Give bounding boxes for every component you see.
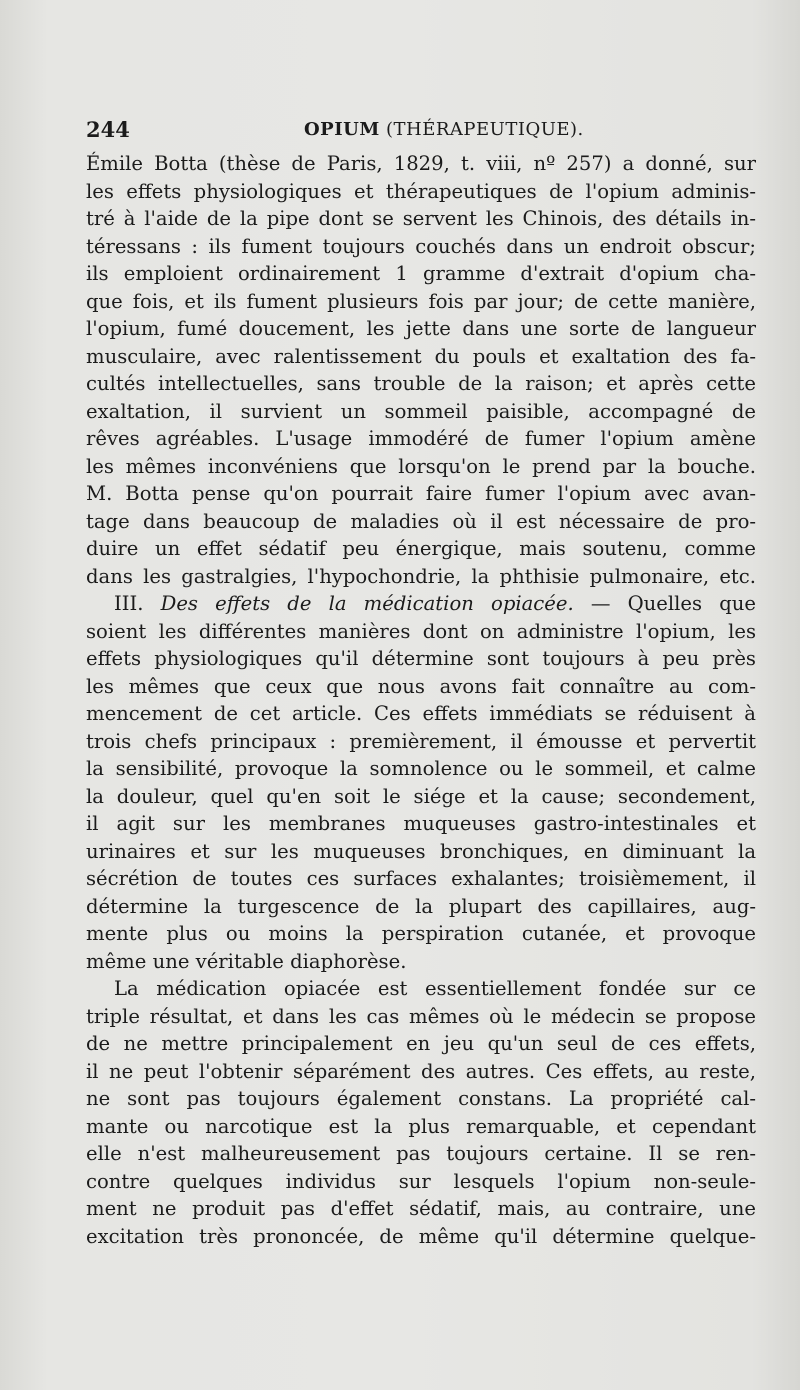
running-title-main: OPIUM — [304, 119, 380, 140]
text-line: triple résultat, et dans les cas mêmes où le médecin se propose — [86, 1004, 756, 1028]
section-title: Des effets de la médication opiacée. — [160, 592, 574, 615]
section-numeral: III. — [114, 592, 144, 615]
text-line: même une véritable diaphorèse. — [86, 949, 407, 973]
page-number: 244 — [86, 117, 130, 142]
text-line: mencement de cet article. Ces effets immédiats se réduisent à — [86, 702, 756, 725]
page-header — [86, 117, 756, 147]
section-heading-line — [86, 590, 756, 618]
section-first-line-rest: — Quelles que — [590, 592, 756, 615]
text-line: mante ou narcotique est la plus remarquable, et cependant — [86, 1114, 756, 1138]
body-text — [86, 150, 756, 1250]
running-title-sub: (THÉRAPEUTIQUE). — [386, 119, 584, 140]
text-line: cultés intellectuelles, sans trouble de la raison; et après cette — [86, 372, 756, 395]
text-line: La médication opiacée est essentiellement fondée sur ce — [114, 977, 756, 1000]
text-line: rêves agréables. L'usage immodéré de fumer l'opium amène — [86, 427, 756, 450]
text-line: il ne peut l'obtenir séparément des autres. Ces effets, au reste, — [86, 1059, 756, 1083]
text-line: il agit sur les membranes muqueuses gastro-intestinales et — [86, 812, 756, 835]
text-line: détermine la turgescence de la plupart des capillaires, aug- — [86, 894, 756, 918]
text-line: la sensibilité, provoque la somnolence ou le sommeil, et calme — [86, 757, 756, 780]
text-line: tage dans beaucoup de maladies où il est nécessaire de pro- — [86, 509, 756, 533]
text-line: téressans : ils fument toujours couchés dans un endroit obscur; — [86, 234, 756, 258]
text-line: soient les différentes manières dont on administre l'opium, les — [86, 619, 756, 643]
running-title — [304, 119, 584, 140]
text-line: musculaire, avec ralentissement du pouls et exaltation des fa- — [86, 344, 756, 368]
text-line: Émile Botta (thèse de Paris, 1829, t. viii, nº 257) a donné, sur — [86, 152, 756, 175]
text-line: les mêmes inconvéniens que lorsqu'on le prend par la bouche. — [86, 454, 756, 478]
text-line: mente plus ou moins la perspiration cutanée, et provoque — [86, 922, 756, 945]
text-line: contre quelques individus sur lesquels l'opium non-seule- — [86, 1169, 756, 1193]
text-line: excitation très prononcée, de même qu'il détermine quelque- — [86, 1224, 756, 1248]
text-line: duire un effet sédatif peu énergique, mais soutenu, comme — [86, 537, 756, 560]
text-line: ment ne produit pas d'effet sédatif, mais, au contraire, une — [86, 1197, 756, 1220]
text-line: ne sont pas toujours également constans. La propriété cal- — [86, 1087, 756, 1110]
text-line: les mêmes que ceux que nous avons fait connaître au com- — [86, 674, 756, 698]
text-line: tré à l'aide de la pipe dont se servent les Chinois, des détails in- — [86, 207, 756, 230]
text-line: exaltation, il survient un sommeil paisible, accompagné de — [86, 399, 756, 423]
text-line: effets physiologiques qu'il détermine sont toujours à peu près — [86, 647, 756, 670]
text-line: urinaires et sur les muqueuses bronchiques, en diminuant la — [86, 839, 756, 863]
text-line: trois chefs principaux : premièrement, il émousse et pervertit — [86, 729, 756, 753]
text-line: M. Botta pense qu'on pourrait faire fumer l'opium avec avan- — [86, 482, 756, 505]
text-line: ils emploient ordinairement 1 gramme d'extrait d'opium cha- — [86, 262, 756, 285]
text-line: elle n'est malheureusement pas toujours certaine. Il se ren- — [86, 1142, 756, 1165]
text-line: les effets physiologiques et thérapeutiques de l'opium adminis- — [86, 179, 756, 203]
text-line: la douleur, quel qu'en soit le siége et la cause; secondement, — [86, 784, 756, 808]
text-line: dans les gastralgies, l'hypochondrie, la phthisie pulmonaire, etc. — [86, 564, 756, 588]
text-line: de ne mettre principalement en jeu qu'un seul de ces effets, — [86, 1032, 756, 1055]
text-line: l'opium, fumé doucement, les jette dans une sorte de langueur — [86, 317, 756, 340]
text-line: que fois, et ils fument plusieurs fois par jour; de cette manière, — [86, 289, 756, 313]
text-line: sécrétion de toutes ces surfaces exhalantes; troisièmement, il — [86, 867, 756, 890]
